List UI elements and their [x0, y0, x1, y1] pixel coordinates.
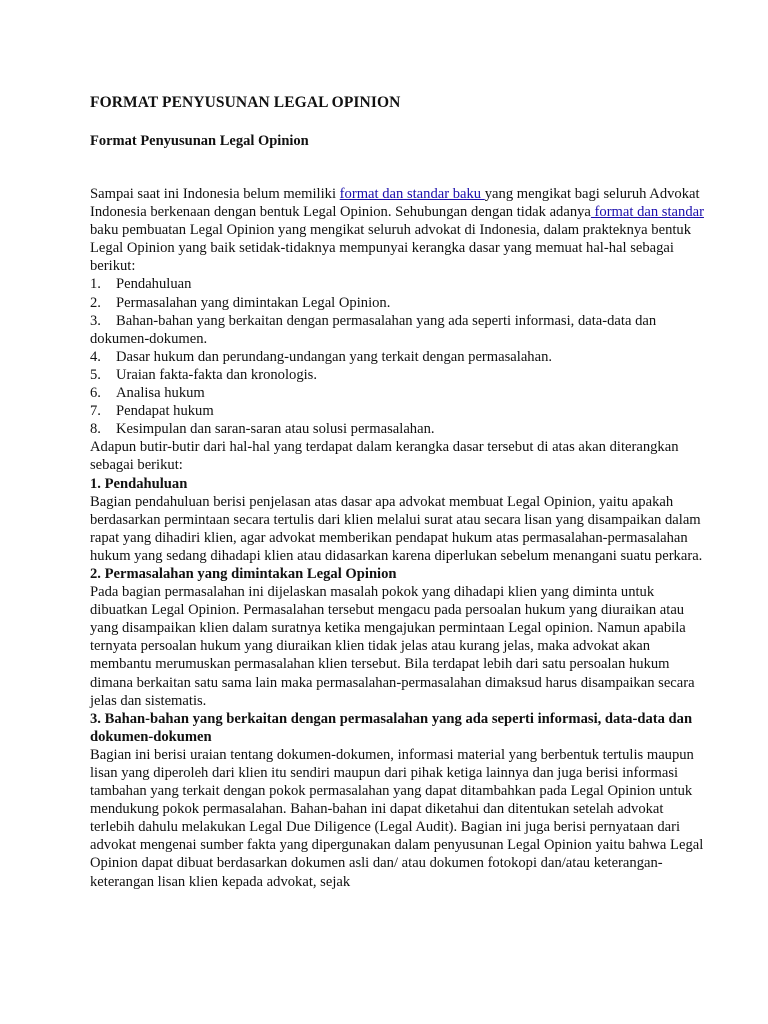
section-heading-bahan-bahan: 3. Bahan-bahan yang berkaitan dengan permasalahan yang ada seperti informasi, data-data dan dokumen-dokumen [90, 710, 693, 745]
section-text-pendahuluan: Bagian pendahuluan berisi penjelasan atas dasar apa advokat membuat Legal Opinion, yaitu apakah berdasarkan permintaan secara tertulis dari klien melalui surat atau secara lisan yang disampaikan dalam rapat yang dihadiri klien, agar advokat memberikan pendapat hukum atas permasalahan-permasalahan hukum yang sedang dihadapi klien atau didasarkan karena diperlukan sebelum menangani suatu perkara. [90, 493, 703, 564]
document-subtitle: Format Penyusunan Legal Opinion [90, 133, 309, 149]
transition-paragraph: Adapun butir-butir dari hal-hal yang terdapat dalam kerangka dasar tersebut di atas akan diterangkan sebagai berikut: [90, 439, 679, 474]
list-item-text: Bahan-bahan yang berkaitan dengan permasalahan yang ada seperti informasi, data-data dan dokumen-dokumen. [90, 312, 657, 347]
list-item-text: Pendahuluan [116, 276, 192, 293]
list-item-text: Permasalahan yang dimintakan Legal Opinion. [116, 294, 391, 311]
list-item [90, 348, 708, 366]
list-item-number: 1. [90, 276, 101, 293]
list-item [90, 402, 708, 420]
list-item-text: Analisa hukum [116, 385, 205, 402]
section-heading-pendahuluan: 1. Pendahuluan [90, 475, 188, 492]
format-standard-link-2[interactable]: format dan standar [590, 204, 704, 221]
list-item [90, 384, 708, 402]
list-item-number: 8. [90, 421, 101, 438]
list-item-number: 3. [90, 312, 101, 329]
intro-text-2: yang mengikat bagi seluruh Advokat Indonesia berkenaan dengan bentuk Legal Opinion. Sehubungan dengan tidak adanya [90, 186, 700, 221]
list-item [90, 312, 708, 348]
intro-paragraph [90, 185, 708, 275]
list-item-number: 5. [90, 366, 101, 383]
document-body [90, 185, 708, 891]
outline-list [90, 275, 708, 438]
list-item [90, 420, 708, 438]
list-item [90, 294, 708, 312]
section-heading-permasalahan: 2. Permasalahan yang dimintakan Legal Opinion [90, 565, 397, 582]
list-item-number: 6. [90, 385, 101, 402]
intro-text-1: Sampai saat ini Indonesia belum memiliki [90, 186, 340, 202]
list-item-number: 2. [90, 294, 101, 311]
list-item-text: Uraian fakta-fakta dan kronologis. [116, 366, 317, 383]
list-item [90, 275, 708, 293]
list-item-number: 4. [90, 348, 101, 365]
intro-text-3: baku pembuatan Legal Opinion yang mengikat seluruh advokat di Indonesia, dalam prakteknya bentuk Legal Opinion yang baik setidak-tidaknya mempunyai kerangka dasar yang memuat hal-hal sebagai berikut: [90, 222, 692, 275]
list-item-text: Dasar hukum dan perundang-undangan yang terkait dengan permasalahan. [116, 348, 553, 365]
format-standard-link-1[interactable]: format dan standar baku [339, 186, 485, 202]
list-item-text: Kesimpulan dan saran-saran atau solusi permasalahan. [116, 421, 435, 438]
section-text-permasalahan: Pada bagian permasalahan ini dijelaskan masalah pokok yang dihadapi klien yang diminta untuk dibuatkan Legal Opinion. Permasalahan tersebut mengacu pada persoalan hukum yang diuraikan atau yang disampaikan klien dalam suratnya ketika mengajukan permintaan Legal opinion. Namun apabila ternyata persoalan hukum yang diuraikan klien tidak jelas atau kurang jelas, maka advokat akan membantu merumuskan permasalahan klien tersebut. Bila terdapat lebih dari satu persoalan hukum dimana berkaitan satu sama lain maka permasalahan-permasalahan dimaksud harus disampaikan secara jelas dan sistematis. [90, 584, 695, 709]
document-title: FORMAT PENYUSUNAN LEGAL OPINION [90, 94, 401, 111]
section-text-bahan-bahan: Bagian ini berisi uraian tentang dokumen-dokumen, informasi material yang berbentuk tertulis maupun lisan yang diperoleh dari klien itu sendiri maupun dari pihak ketiga lainnya dan juga berisi informasi tambahan yang terkait dengan pokok permasalahan yang dapat ditambahkan pada Legal Opinion untuk mendukung pokok permasalahan. Bahan-bahan ini dapat diketahui dan ditentukan setelah advokat terlebih dahulu melakukan Legal Due Diligence (Legal Audit). Bagian ini juga berisi pernyataan dari advokat mengenai sumber fakta yang dipergunakan dalam penyusunan Legal Opinion yaitu bahwa Legal Opinion dapat dibuat berdasarkan dokumen asli dan/ atau dokumen fotokopi dan/atau keterangan-keterangan lisan klien kepada advokat, sejak [90, 746, 704, 890]
list-item-number: 7. [90, 403, 101, 420]
list-item-text: Pendapat hukum [116, 403, 214, 420]
list-item [90, 366, 708, 384]
